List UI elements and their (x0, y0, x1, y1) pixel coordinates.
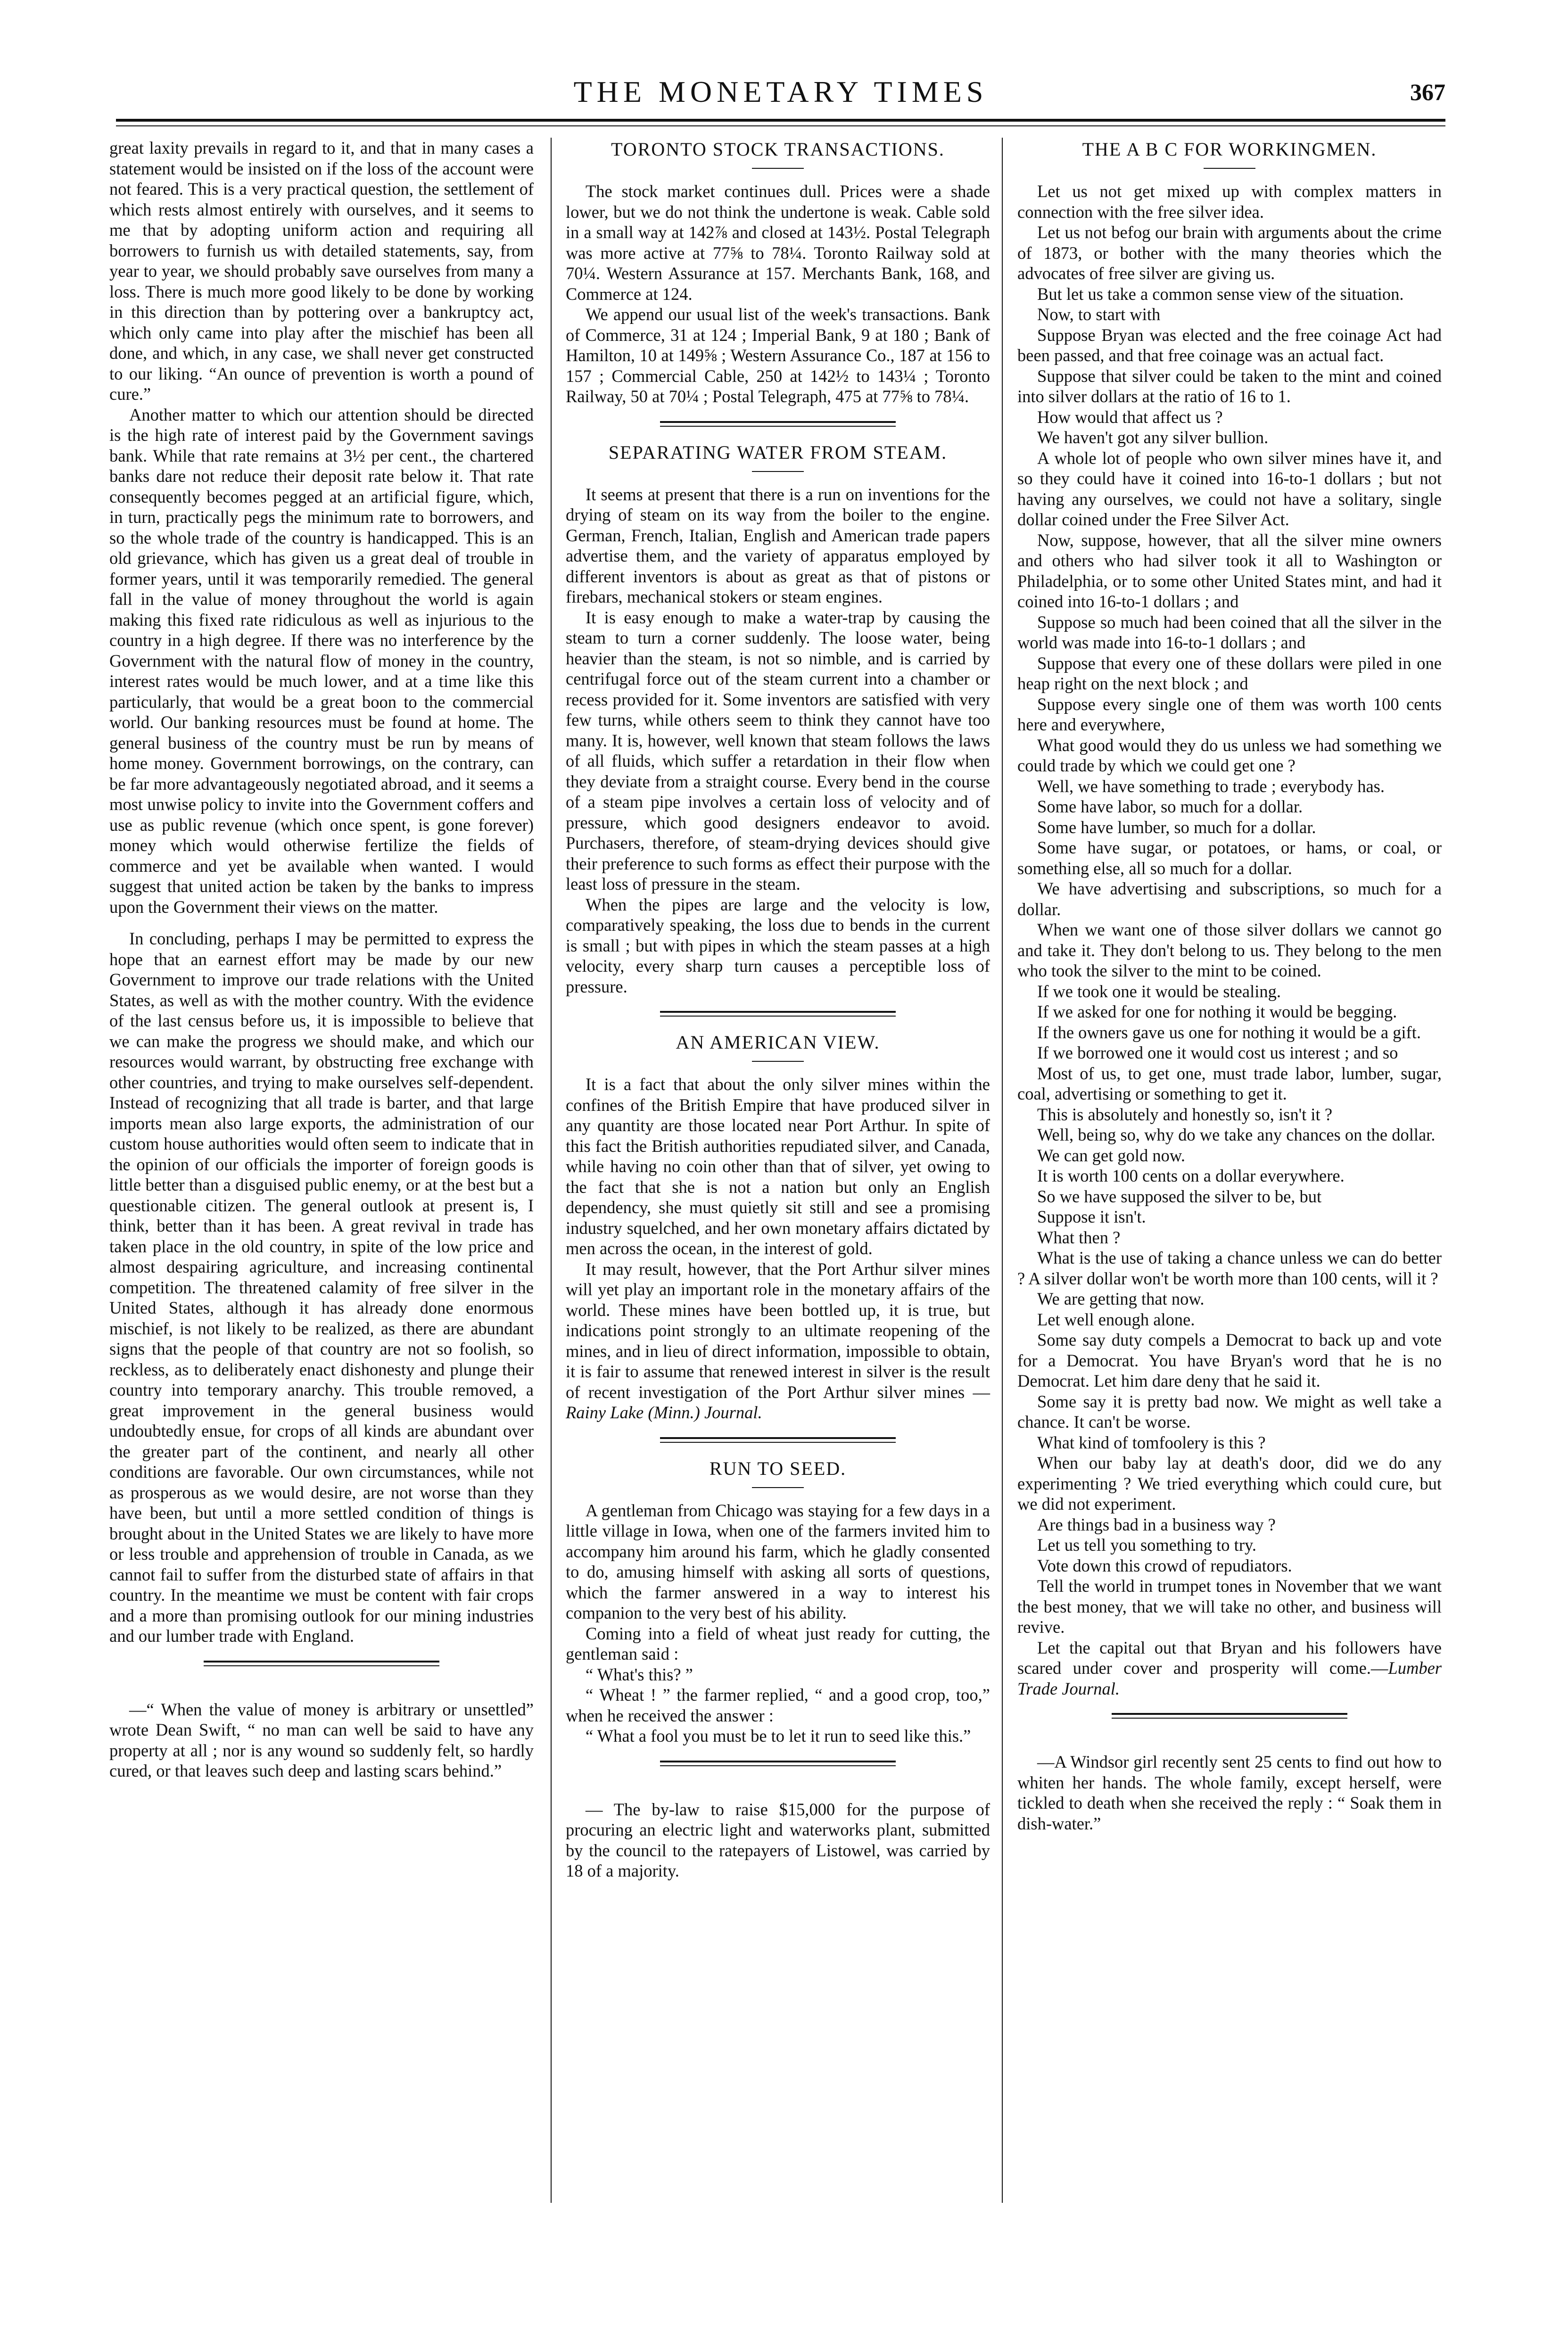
header-rule (116, 119, 1445, 122)
paragraph: When we want one of those silver dollars we cannot go and take it. They don't belong to us. They belong to the men who took the silver to the mint to be coined. (1017, 920, 1442, 980)
section-divider (660, 1761, 896, 1766)
paragraph: A gentleman from Chicago was staying for a few days in a little village in Iowa, when one of the farmers invited him to accompany him around his farm, which he gladly consented to do, amusing himself with asking all sorts of questions, which the farmer answered in a way to interest his companion to the very best of his ability. (566, 1500, 990, 1622)
paragraph: But let us take a common sense view of the situation. (1037, 284, 1404, 304)
paragraph: Most of us, to get one, must trade labor, lumber, sugar, coal, advertising or something to get it. (1017, 1063, 1442, 1103)
paragraph: How would that affect us ? (1037, 407, 1223, 427)
paragraph: Suppose it isn't. (1037, 1207, 1146, 1226)
paragraph: This is absolutely and honestly so, isn't it ? (1037, 1104, 1333, 1124)
paragraph: If we asked for one for nothing it would be begging. (1037, 1002, 1397, 1021)
column-middle (566, 138, 990, 2269)
paragraph: We append our usual list of the week's transactions. Bank of Commerce, 31 at 124 ; Imperial Bank, 9 at 180 ; Bank of Hamilton, 10 at 149⅝ ; Western Assurance Co., 187 at 156 to 157 ; Commercial Cable, 250 at 142½ to 143¼ ; Toronto Railway, 50 at 70¼ ; Postal Telegraph, 475 at 77⅝ to 78¼. (566, 305, 990, 406)
paragraph: What kind of tomfoolery is this ? (1037, 1432, 1266, 1452)
paragraph: Suppose that every one of these dollars were piled in one heap right on the next block ; and (1017, 653, 1442, 693)
paragraph: It is easy enough to make a water-trap by causing the steam to turn a corner suddenly. The loose water, being heavier than the steam, is not so nimble, and is carried by centrifugal force out of the steam current into a chamber or recess provided for it. Some inventors are satisfied with very few turns, while others seem to think they cannot have too many. It is, however, well known that steam follows the laws of all fluids, which suffer a retardation in their flow when they deviate from a straight course. Every bend in the course of a steam pipe involves a certain loss of velocity and of pressure, which good designers endeavor to avoid. Purchasers, therefore, of steam-drying devices should give their preference to such forms as effect their purpose with the least loss of pressure in the steam. (566, 607, 990, 893)
paragraph: Now, to start with (1037, 305, 1161, 324)
paragraph: It is a fact that about the only silver mines within the confines of the British Empire that have produced silver in any quantity are those located near Port Arthur. In spite of this fact the British authorities repudiated silver, and Canada, while having no coin other than that of silver, yet owing to the fact that she is not a nation but only an English dependency, she must quietly sit still and see a promising industry squelched, and her own monetary affairs dictated by men across the ocean, in the interest of gold. (566, 1075, 990, 1258)
page-number: 367 (1410, 79, 1445, 105)
paragraph: What then ? (1037, 1227, 1121, 1247)
paragraph-text: It may result, however, that the Port Arthur silver mines will yet play an important role in the monetary affairs of the world. These mines have been bottled up, it is true, but indications point strongly to an ultimate reopening of the mines, and in lieu of direct information, impossible to obtain, it is fair to assume that renewed interest in silver is the result of recent investigation of the Port Arthur silver mines — (566, 1259, 990, 1402)
paragraph: Suppose that silver could be taken to the mint and coined into silver dollars at the ratio of 16 to 1. (1017, 366, 1442, 406)
paragraph: Some say duty compels a Democrat to back up and vote for a Democrat. You have Bryan's word that he is no Democrat. Let him dare deny that he said it. (1017, 1330, 1442, 1390)
column-divider (1002, 138, 1003, 2203)
paragraph: If the owners gave us one for nothing it would be a gift. (1037, 1022, 1421, 1042)
paragraph: Let us not befog our brain with arguments about the crime of 1873, or bother with the many theories which the advocates of free silver are giving us. (1017, 223, 1442, 283)
paragraph: We haven't got any silver bullion. (1037, 428, 1269, 447)
title-rule (1204, 168, 1255, 169)
section-divider (204, 1661, 439, 1666)
paragraph: Let well enough alone. (1037, 1309, 1195, 1329)
paragraph: Now, suppose, however, that all the silver mine owners and others who had silver took it all to Washington or Philadelphia, or to some other United States mint, and had it coined into 16-to-1 dollars ; and (1017, 530, 1442, 611)
paragraph: It is worth 100 cents on a dollar everywhere. (1037, 1166, 1345, 1185)
paragraph: Well, we have something to trade ; everybody has. (1037, 776, 1385, 796)
paragraph: Some have sugar, or potatoes, or hams, or coal, or something else, all so much for a dollar. (1017, 838, 1442, 878)
paragraph: Another matter to which our attention should be directed is the high rate of interest paid by the Government savings bank. While that rate remains at 3½ per cent., the chartered banks dare not reduce their deposit rate below it. That rate consequently becomes pegged at an artificial figure, which, in turn, practically pegs the minimum rate to borrowers, and so the whole trade of the country is handicapped. This is an old grievance, which has given us a great deal of trouble in former years, until it was temporarily remedied. The general fall in the value of money throughout the world is again making this fixed rate ridiculous as well as injurious to the country in a high degree. If there was no interference by the Government with the natural flow of money in the country, interest rates would be much lower, and at a time like this particularly, that would be a great boon to the commercial world. Our banking resources must be found at home. The general business of the country must be run by means of home money. Government borrowings, on the contrary, can be far more advantageously negotiated abroad, and it seems a most unwise policy to invite into the Government coffers and use as public revenue (which once spent, is gone forever) money which would otherwise fertilize the fields of commerce and yet be available when wanted. I would suggest that united action be taken by the banks to impress upon the Government their views on the matter. (109, 405, 534, 917)
article-title-american: AN AMERICAN VIEW. (676, 1032, 880, 1053)
article-title-stock: TORONTO STOCK TRANSACTIONS. (611, 139, 945, 160)
dialog-line: “ What's this? ” (586, 1664, 693, 1684)
paragraph: Suppose every single one of them was worth 100 cents here and everywhere, (1017, 694, 1442, 734)
column-divider (551, 138, 552, 2203)
paragraph: We have advertising and subscriptions, so much for a dollar. (1017, 879, 1442, 919)
article-title-seed: RUN TO SEED. (709, 1457, 847, 1479)
article-title-abc: THE A B C FOR WORKINGMEN. (1082, 139, 1377, 160)
paragraph: Well, being so, why do we take any chances on the dollar. (1037, 1125, 1436, 1144)
article-source: Rainy Lake (Minn.) Journal. (566, 1403, 762, 1422)
column-right (1017, 138, 1442, 2269)
paragraph: We are getting that now. (1037, 1289, 1205, 1308)
page-header (116, 71, 1445, 113)
dialog-line: “ What a fool you must be to let it run to seed like this.” (586, 1726, 971, 1745)
news-note: — The by-law to raise $15,000 for the purpose of procuring an electric light and waterworks plant, submitted by the council to the ratepayers of Listowel, was carried by 18 of a majority. (566, 1799, 990, 1880)
section-divider (660, 1011, 896, 1017)
section-divider (1112, 1713, 1347, 1719)
paragraph: Vote down this crowd of repudiators. (1037, 1555, 1292, 1575)
header-rule-thin (116, 125, 1445, 126)
paragraph: In concluding, perhaps I may be permitted to express the hope that an earnest effort may be made by our new Government to improve our trade relations with the United States, as well as with the mother country. With the evidence of the last census before us, it is impossible to believe that we can make the progress we should make, and which our resources would warrant, by obstructing free exchange with other countries, and trying to make ourselves self-dependent. Instead of recognizing that all trade is barter, and that large imports mean also large exports, the administration of our custom house authorities would often seem to indicate that in the opinion of our officials the importer of foreign goods is little better than a disguised public enemy, or at the best but a questionable citizen. The general outlook at present is, I think, better than it has been. A great revival in trade has taken place in the old country, in spite of the low price and almost despairing agriculture, and increasing continental competition. The threatened calamity of free silver in the United States, although it has already done enormous mischief, is not likely to be realized, as there are abundant signs that the people of that country are not so foolish, so reckless, as to deliberately enact dishonesty and plunge their country into temporary anarchy. This trouble removed, a great improvement in the general business would undoubtedly ensue, for crops of all kinds are abundant over the greater part of the continent, and nearly all other conditions are favorable. Our own circumstances, while not as prosperous as we would desire, are not worse than they have been, but until a more settled condition of things is brought about in the United States we are likely to have more or less trouble and apprehension of trouble in Canada, as we cannot fail to suffer from the disturbed state of affairs in that country. In the meantime we must be content with fair crops and a more than promising outlook for our mining industries and our lumber trade with England. (109, 929, 534, 1646)
title-rule (752, 168, 804, 169)
paragraph: Some say it is pretty bad now. We might as well take a chance. It can't be worse. (1017, 1391, 1442, 1431)
title-rule (752, 1061, 804, 1062)
paragraph: A whole lot of people who own silver mines have it, and so they could have it coined into 16-to-1 dollars ; but not having any ourselves, we could not have a solitary, single dollar coined under the Free Silver Act. (1017, 448, 1442, 529)
paragraph: Tell the world in trumpet tones in November that we want the best money, that we will take no other, and business will revive. (1017, 1576, 1442, 1637)
paragraph (1017, 1638, 1442, 1699)
paragraph (566, 1259, 990, 1423)
paragraph: What good would they do us unless we had something we could trade by which we could get one ? (1017, 735, 1442, 775)
paragraph: Suppose Bryan was elected and the free coinage Act had been passed, and that free coinage was an actual fact. (1017, 325, 1442, 365)
paragraph: Some have lumber, so much for a dollar. (1037, 817, 1316, 837)
masthead: THE MONETARY TIMES (573, 75, 988, 108)
paragraph: Some have labor, so much for a dollar. (1037, 797, 1303, 816)
dialog-line: “ Wheat ! ” the farmer replied, “ and a good crop, too,” when he received the answer : (566, 1685, 990, 1725)
paragraph: Are things bad in a business way ? (1037, 1514, 1276, 1534)
paragraph: If we took one it would be stealing. (1037, 981, 1281, 1001)
paragraph: If we borrowed one it would cost us interest ; and so (1037, 1043, 1398, 1062)
paragraph: When our baby lay at death's door, did we do any experimenting ? We tried everything which could cure, but we did not experiment. (1017, 1453, 1442, 1514)
paragraph: When the pipes are large and the velocity is low, comparatively speaking, the loss due to bends in the current is small ; but with pipes in which the steam passes at a high velocity, every sharp turn causes a perceptible loss of pressure. (566, 894, 990, 996)
paragraph: Let us tell you something to try. (1037, 1535, 1256, 1555)
article-title-steam: SEPARATING WATER FROM STEAM. (608, 441, 948, 463)
title-rule (752, 471, 804, 472)
column-left (109, 138, 534, 2269)
article-source: Lumber Trade Journal. (1017, 1658, 1442, 1698)
paragraph: great laxity prevails in regard to it, and that in many cases a statement would be insisted on if the loss of the account were not feared. This is a very practical question, the settlement of which rests almost entirely with ourselves, and it seems to me that by adopting uniform action and requiring all borrowers to furnish us with detailed statements, say, from year to year, we should probably save ourselves from many a loss. There is much more good likely to be done by working in this direction than by pottering over a bankruptcy act, which only came into play after the mischief has been all done, and which, in any case, we shall never get constructed to our liking. “An ounce of prevention is worth a pound of cure.” (109, 138, 534, 404)
section-divider (660, 1437, 896, 1443)
paragraph: So we have supposed the silver to be, but (1037, 1186, 1322, 1206)
paragraph-text: Let the capital out that Bryan and his followers have scared under cover and prosperity will come.— (1017, 1638, 1442, 1678)
title-rule (752, 1487, 804, 1488)
paragraph: Coming into a field of wheat just ready for cutting, the gentleman said : (566, 1623, 990, 1663)
news-note: —A Windsor girl recently sent 25 cents to find out how to whiten her hands. The whole family, except herself, were tickled to death when she received the reply : “ Soak them in dish-water.” (1017, 1752, 1442, 1833)
paragraph: We can get gold now. (1037, 1145, 1185, 1165)
paragraph: The stock market continues dull. Prices were a shade lower, but we do not think the undertone is weak. Cable sold in a small way at 142⅞ and closed at 143½. Postal Telegraph was more active at 77⅝ to 78¼. Toronto Railway sold at 70¼. Western Assurance at 157. Merchants Bank, 168, and Commerce at 124. (566, 182, 990, 304)
paragraph: What is the use of taking a chance unless we can do better ? A silver dollar won't be worth more than 100 cents, will it ? (1017, 1248, 1442, 1288)
news-note: —“ When the value of money is arbitrary or unsettled” wrote Dean Swift, “ no man can well be said to have any property at all ; nor is any wound so suddenly felt, so hardly cured, or that leaves such deep and lasting scars behind.” (109, 1699, 534, 1780)
paragraph: It seems at present that there is a run on inventions for the drying of steam on its way from the boiler to the engine. German, French, Italian, English and American trade papers advertise them, and the variety of apparatus employed by different inventors is about as great as that of pistons or firebars, mechanical stokers or steam engines. (566, 484, 990, 606)
paragraph: Let us not get mixed up with complex matters in connection with the free silver idea. (1017, 182, 1442, 222)
paragraph: Suppose so much had been coined that all the silver in the world was made into 16-to-1 dollars ; and (1017, 612, 1442, 652)
section-divider (660, 421, 896, 427)
